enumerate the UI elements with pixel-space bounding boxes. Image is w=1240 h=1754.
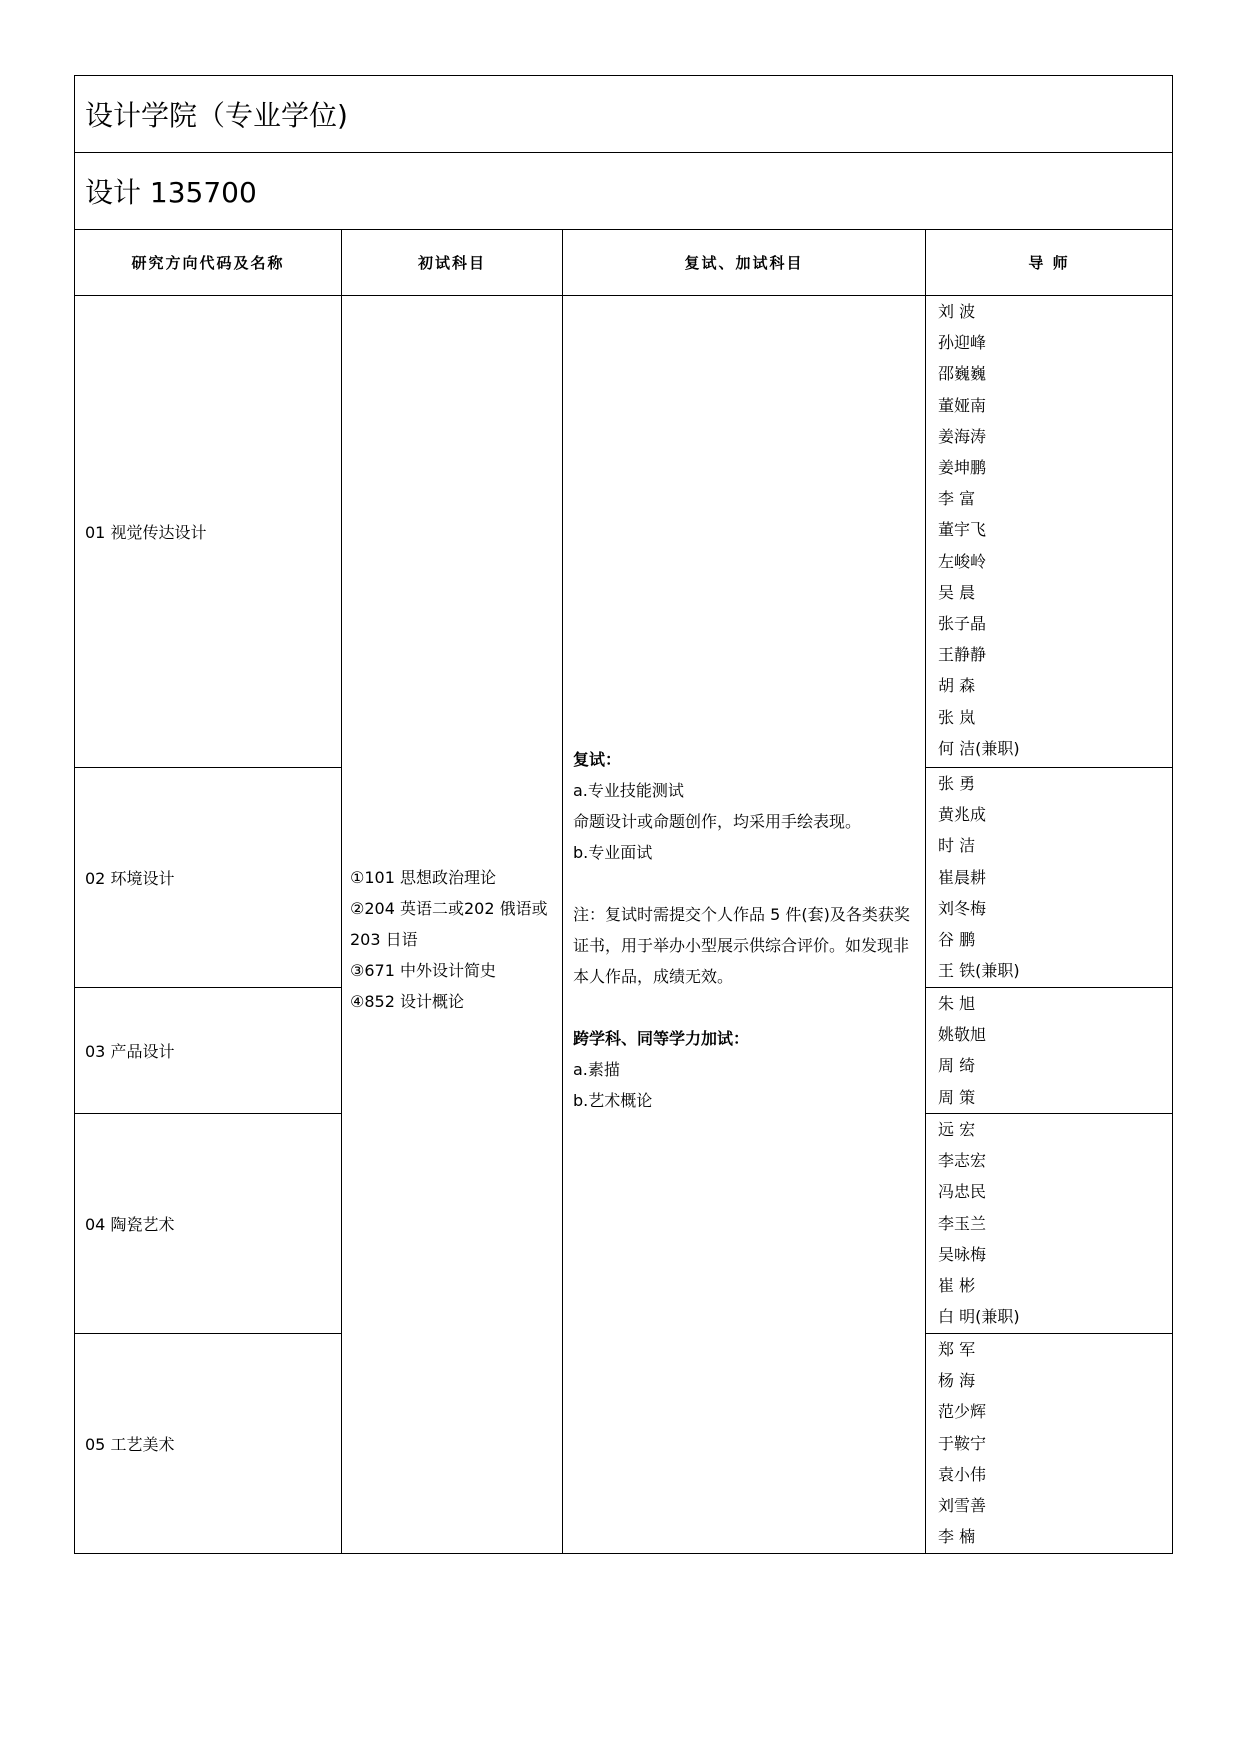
table-row: [75, 296, 1173, 768]
tutor-name: 冯忠民: [938, 1182, 987, 1202]
tutor-list: [926, 988, 1173, 1114]
tutor-list: [926, 1114, 1173, 1334]
tutor-name: 吴咏梅: [938, 1244, 987, 1264]
direction-name: 03 产品设计: [75, 988, 342, 1114]
header-row: [75, 230, 1173, 296]
preliminary-subject: ②204 英语二或202 俄语或203 日语: [350, 899, 548, 949]
tutor-name: 崔 彬: [938, 1276, 976, 1296]
tutor-name: 远 宏: [938, 1120, 976, 1139]
tutor-name: 李志宏: [938, 1151, 987, 1171]
tutor-name: 李 富: [938, 489, 976, 509]
spacer: [573, 868, 915, 899]
major-title: 设计 135700: [75, 153, 1173, 230]
tutor-name: 谷 鹏: [938, 930, 976, 950]
preliminary-subject: ④852 设计概论: [350, 992, 464, 1011]
tutor-name: 何 洁(兼职): [938, 738, 1020, 758]
preliminary-subject: ①101 思想政治理论: [350, 868, 496, 887]
header-preliminary: 初试科目: [342, 230, 563, 296]
tutor-name: 刘冬梅: [938, 898, 987, 918]
tutor-name: 张子晶: [938, 614, 987, 634]
tutor-name: 王静静: [938, 645, 987, 665]
tutor-name: 刘 波: [938, 302, 976, 321]
tutor-name: 李玉兰: [938, 1213, 987, 1233]
tutor-name: 胡 森: [938, 676, 976, 696]
direction-name: 05 工艺美术: [75, 1334, 342, 1554]
tutor-name: 袁小伟: [938, 1464, 987, 1484]
tutor-name: 白 明(兼职): [938, 1307, 1020, 1327]
header-tutor: 导 师: [926, 230, 1173, 296]
tutor-name: 孙迎峰: [938, 333, 987, 353]
tutor-name: 姜坤鹏: [938, 458, 987, 478]
tutor-name: 朱 旭: [938, 994, 976, 1013]
extra-item-a: a.素描: [573, 1060, 620, 1079]
tutor-name: 左峻岭: [938, 551, 987, 571]
extra-item-b: b.艺术概论: [573, 1091, 653, 1110]
tutor-name: 董宇飞: [938, 520, 987, 540]
retest-subjects: [563, 296, 926, 1554]
header-retest: 复试、加试科目: [563, 230, 926, 296]
tutor-name: 刘雪善: [938, 1496, 987, 1516]
tutor-name: 李 楠: [938, 1527, 976, 1547]
tutor-name: 姚敬旭: [938, 1025, 987, 1045]
tutor-name: 张 勇: [938, 774, 976, 793]
tutor-name: 邵巍巍: [938, 364, 987, 384]
tutor-name: 时 洁: [938, 836, 976, 856]
tutor-name: 杨 海: [938, 1371, 976, 1391]
title-row: [75, 76, 1173, 153]
extra-heading: 跨学科、同等学力加试：: [573, 1029, 750, 1048]
tutor-name: 郑 军: [938, 1340, 976, 1359]
direction-name: 02 环境设计: [75, 768, 342, 988]
retest-heading: 复试：: [573, 750, 622, 769]
retest-item-a-detail: 命题设计或命题创作，均采用手绘表现。: [573, 812, 862, 831]
tutor-name: 范少辉: [938, 1402, 987, 1422]
preliminary-subject: ③671 中外设计简史: [350, 961, 496, 980]
retest-item-b: b.专业面试: [573, 843, 653, 862]
tutor-name: 周 绮: [938, 1056, 976, 1076]
tutor-list: [926, 1334, 1173, 1554]
tutor-list: [926, 296, 1173, 768]
tutor-name: 张 岚: [938, 707, 976, 727]
tutor-name: 周 策: [938, 1087, 976, 1107]
tutor-name: 姜海涛: [938, 426, 987, 446]
tutor-list: [926, 768, 1173, 988]
tutor-name: 董娅南: [938, 395, 987, 415]
tutor-name: 于鞍宁: [938, 1433, 987, 1453]
admission-table: [74, 75, 1173, 1554]
direction-name: 01 视觉传达设计: [75, 296, 342, 768]
retest-note: 注：复试时需提交个人作品 5 件(套)及各类获奖证书，用于举办小型展示供综合评价。如发现非本人作品，成绩无效。: [573, 905, 910, 986]
spacer: [573, 992, 915, 1023]
direction-name: 04 陶瓷艺术: [75, 1114, 342, 1334]
tutor-name: 崔晨耕: [938, 867, 987, 887]
major-row: [75, 153, 1173, 230]
preliminary-subjects: [342, 296, 563, 1554]
tutor-name: 黄兆成: [938, 805, 987, 825]
school-title: 设计学院（专业学位): [75, 76, 1173, 153]
header-direction: 研究方向代码及名称: [75, 230, 342, 296]
retest-item-a: a.专业技能测试: [573, 781, 684, 800]
tutor-name: 王 铁(兼职): [938, 961, 1020, 981]
tutor-name: 吴 晨: [938, 582, 976, 602]
